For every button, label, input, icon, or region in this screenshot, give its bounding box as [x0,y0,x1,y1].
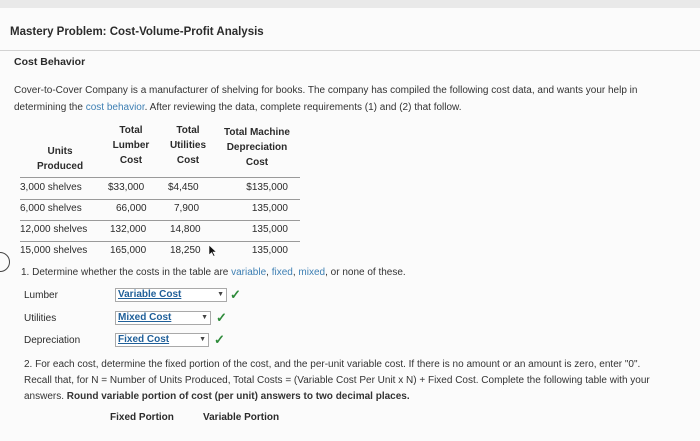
progress-indicator-icon [0,252,10,272]
header-utilities: Total Utilities Cost [169,125,207,166]
check-icon: ✓ [230,287,241,302]
fixed-link[interactable]: fixed [271,267,293,278]
mouse-cursor-icon [208,244,217,257]
chevron-down-icon: ▼ [201,314,208,321]
header-rule [20,177,300,178]
check-icon: ✓ [214,332,225,347]
intro-line-2 [14,102,461,113]
chevron-down-icon: ▼ [199,336,206,343]
intro-suffix: . After reviewing the data, complete requirements (1) and (2) that follow. [144,102,462,113]
section-heading: Cost Behavior [14,56,86,68]
depreciation-behavior-select[interactable]: Fixed Cost ▼ [115,333,209,347]
cell-lumber: $33,000 [108,182,145,193]
header-lumber: Total Lumber Cost [112,125,150,166]
title-divider [0,50,700,51]
cell-units: 3,000 shelves [20,182,82,193]
cell-utilities: 18,250 [170,245,201,256]
cell-lumber: 66,000 [116,203,147,214]
cell-depreciation: 135,000 [251,224,288,235]
mixed-link[interactable]: mixed [298,267,326,278]
row-rule [20,241,300,242]
row-rule [20,220,300,221]
chevron-down-icon: ▼ [217,291,224,298]
cost-behavior-link[interactable]: cost behavior [85,102,145,113]
intro-prefix: determining the [14,102,86,113]
col-variable-portion: Variable Portion [203,412,280,423]
cell-units: 12,000 shelves [20,224,88,235]
lumber-behavior-select[interactable]: Variable Cost ▼ [115,288,227,302]
q2-line-3: answers. Round variable portion of cost (per unit) answers to two decimal places. [24,391,410,402]
q1-prompt: 1. Determine whether the costs in the table are variable, fixed, mixed, or none of these. [21,267,406,278]
cell-utilities: 7,900 [174,203,200,214]
utilities-label: Utilities [24,313,57,324]
page-title: Mastery Problem: Cost-Volume-Profit Analysis [10,26,264,38]
col-fixed-portion: Fixed Portion [110,412,174,423]
check-icon: ✓ [216,310,227,325]
utilities-behavior-select[interactable]: Mixed Cost ▼ [115,311,211,325]
cell-lumber: 132,000 [110,224,147,235]
q2-line-2: Recall that, for N = Number of Units Produced, Total Costs = (Variable Cost Per Unit x N) + Fixed Cost. Complete the following table with your [24,375,650,386]
lumber-label: Lumber [24,290,58,301]
cell-depreciation: $135,000 [246,182,288,193]
cell-utilities: 14,800 [170,224,201,235]
cell-depreciation: 135,000 [251,245,288,256]
cell-utilities: $4,450 [168,182,199,193]
header-units: Units Produced [36,146,84,172]
problem-page [0,8,700,441]
depreciation-label: Depreciation [24,335,81,346]
cell-units: 6,000 shelves [20,203,82,214]
cell-units: 15,000 shelves [20,245,88,256]
variable-link[interactable]: variable [231,267,267,278]
intro-line-1: Cover-to-Cover Company is a manufacturer of shelving for books. The company has compiled the following cost data, and wants your help in [14,85,638,96]
q2-line-1: 2. For each cost, determine the fixed portion of the cost, and the per-unit variable cost. If there is no amount or an amount is zero, enter "0". [24,359,641,370]
cell-depreciation: 135,000 [251,203,288,214]
cell-lumber: 165,000 [110,245,147,256]
row-rule [20,199,300,200]
header-depreciation: Total Machine Depreciation Cost [224,127,290,168]
